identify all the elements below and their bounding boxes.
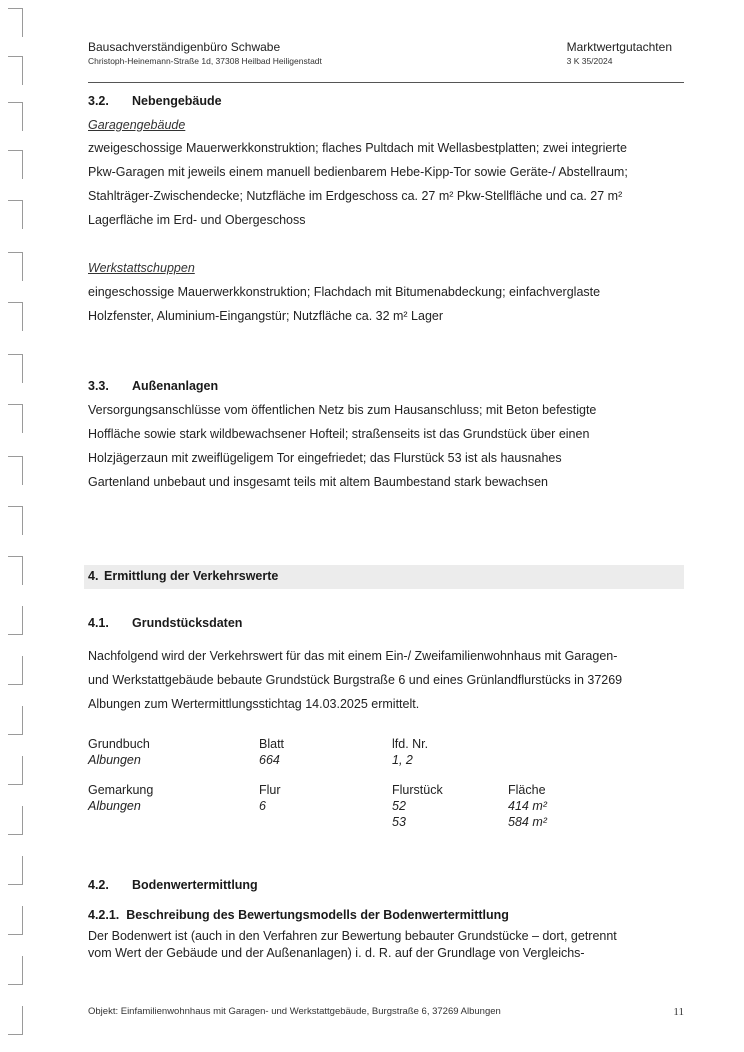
section-band-4 — [84, 565, 684, 589]
binder-mark — [8, 252, 23, 281]
document-type: Marktwertgutachten — [566, 40, 672, 54]
text-line: zweigeschossige Mauerwerkkonstruktion; flaches Pultdach mit Wellasbestplatten; zwei integrierte — [88, 141, 627, 155]
flaeche-value: 584 m² — [508, 815, 547, 829]
binder-mark — [8, 1006, 23, 1035]
grundbuch-value: Albungen — [88, 753, 141, 767]
header-doc-block — [567, 40, 672, 67]
binder-mark — [8, 102, 23, 131]
section-number: 3.2. — [88, 94, 109, 108]
binder-mark — [8, 756, 23, 785]
footer-object: Objekt: Einfamilienwohnhaus mit Garagen- und Werkstattgebäude, Burgstraße 6, 37269 Albungen — [88, 1006, 501, 1017]
section-number: 4.2.1. — [88, 908, 120, 922]
text-line: Gartenland unbebaut und insgesamt teils mit altem Baumbestand stark bewachsen — [88, 475, 548, 489]
office-name: Bausachverständigenbüro Schwabe — [88, 40, 281, 54]
section-heading-3-2 — [88, 94, 222, 108]
text-line: Der Bodenwert ist (auch in den Verfahren zur Bewertung bebauter Grundstücke – dort, getrennt — [88, 929, 617, 943]
binder-mark — [8, 806, 23, 835]
flaeche-label: Fläche — [508, 783, 546, 797]
binder-mark — [8, 404, 23, 433]
binder-mark — [8, 706, 23, 735]
text-line: Holzjägerzaun mit zweiflügeligem Tor eingefriedet; das Flurstück 53 ist als hausnahes — [88, 451, 562, 465]
binder-mark — [8, 56, 23, 85]
case-number: 3 K 35/2024 — [566, 56, 613, 66]
flur-value: 6 — [259, 799, 266, 813]
paragraph-bodenwert — [88, 928, 688, 962]
binder-mark — [8, 606, 23, 635]
paragraph-aussenanlagen — [88, 398, 688, 494]
binder-mark — [8, 506, 23, 535]
binder-mark — [8, 556, 23, 585]
text-line: Albungen zum Wertermittlungsstichtag 14.03.2025 ermittelt. — [88, 697, 420, 711]
text-line: Pkw-Garagen mit jeweils einem manuell bedienbarem Hebe-Kipp-Tor sowie Geräte-/ Abstellraum; — [88, 165, 628, 179]
text-line: Versorgungsanschlüsse vom öffentlichen Netz bis zum Hausanschluss; mit Beton befestigte — [88, 403, 597, 417]
text-line: Holzfenster, Aluminium-Eingangstür; Nutzfläche ca. 32 m² Lager — [88, 309, 444, 323]
binder-marks — [0, 0, 30, 1052]
paragraph-grundstuecksdaten — [88, 644, 688, 716]
paragraph-garage — [88, 136, 688, 232]
section-title: Außenanlagen — [132, 379, 219, 393]
binder-mark — [8, 856, 23, 885]
text-line: Hoffläche sowie stark wildbewachsener Hofteil; straßenseits ist das Grundstück über einen — [88, 427, 590, 441]
page-number: 11 — [673, 1006, 684, 1018]
binder-mark — [8, 150, 23, 179]
page-header — [88, 40, 684, 83]
section-title: Beschreibung des Bewertungsmodells der Bodenwertermittlung — [126, 908, 509, 922]
section-heading-4-2-1 — [88, 908, 509, 922]
binder-mark — [8, 302, 23, 331]
section-number: 3.3. — [88, 379, 109, 393]
binder-mark — [8, 354, 23, 383]
section-heading-4-1 — [88, 616, 242, 630]
paragraph-workshop — [88, 280, 688, 328]
subheading-garage: Garagengebäude — [88, 118, 186, 132]
section-title: Grundstücksdaten — [132, 616, 243, 630]
flaeche-value: 414 m² — [508, 799, 547, 813]
binder-mark — [8, 906, 23, 935]
flurstueck-label: Flurstück — [392, 783, 443, 797]
header-office-block — [88, 40, 322, 67]
binder-mark — [8, 8, 23, 37]
binder-mark — [8, 200, 23, 229]
blatt-value: 664 — [259, 753, 280, 767]
section-number: 4.2. — [88, 878, 109, 892]
section-number: 4.1. — [88, 616, 109, 630]
text-line: eingeschossige Mauerwerkkonstruktion; Flachdach mit Bitumenabdeckung; einfachverglaste — [88, 285, 601, 299]
blatt-label: Blatt — [259, 737, 285, 751]
lfd-nr-value: 1, 2 — [392, 753, 413, 767]
text-line: vom Wert der Gebäude und der Außenanlagen) i. d. R. auf der Grundlage von Vergleichs- — [88, 946, 585, 960]
subheading-workshop: Werkstattschuppen — [88, 261, 195, 275]
section-title: Nebengebäude — [132, 94, 222, 108]
gemarkung-label: Gemarkung — [88, 783, 154, 797]
section-title: Ermittlung der Verkehrswerte — [104, 569, 279, 583]
flurstueck-value: 53 — [392, 815, 406, 829]
text-line: Stahlträger-Zwischendecke; Nutzfläche im Erdgeschoss ca. 27 m² Pkw-Stellfläche und ca. 27 m² — [88, 189, 623, 203]
text-line: Nachfolgend wird der Verkehrswert für das mit einem Ein-/ Zweifamilienwohnhaus mit Garagen- — [88, 649, 618, 663]
flur-label: Flur — [259, 783, 281, 797]
section-heading-4 — [88, 569, 278, 583]
section-heading-4-2 — [88, 878, 258, 892]
gemarkung-value: Albungen — [88, 799, 141, 813]
office-address: Christoph-Heinemann-Straße 1d, 37308 Heilbad Heiligenstadt — [88, 56, 322, 66]
binder-mark — [8, 656, 23, 685]
page-footer — [88, 1006, 684, 1017]
section-heading-3-3 — [88, 379, 218, 393]
section-title: Bodenwertermittlung — [132, 878, 258, 892]
text-line: Lagerfläche im Erd- und Obergeschoss — [88, 213, 306, 227]
binder-mark — [8, 456, 23, 485]
lfd-nr-label: lfd. Nr. — [392, 737, 429, 751]
grundbuch-label: Grundbuch — [88, 737, 150, 751]
binder-mark — [8, 956, 23, 985]
flurstueck-value: 52 — [392, 799, 406, 813]
section-number: 4. — [88, 569, 99, 583]
text-line: und Werkstattgebäude bebaute Grundstück Burgstraße 6 und eines Grünlandflurstücks in 37269 — [88, 673, 623, 687]
